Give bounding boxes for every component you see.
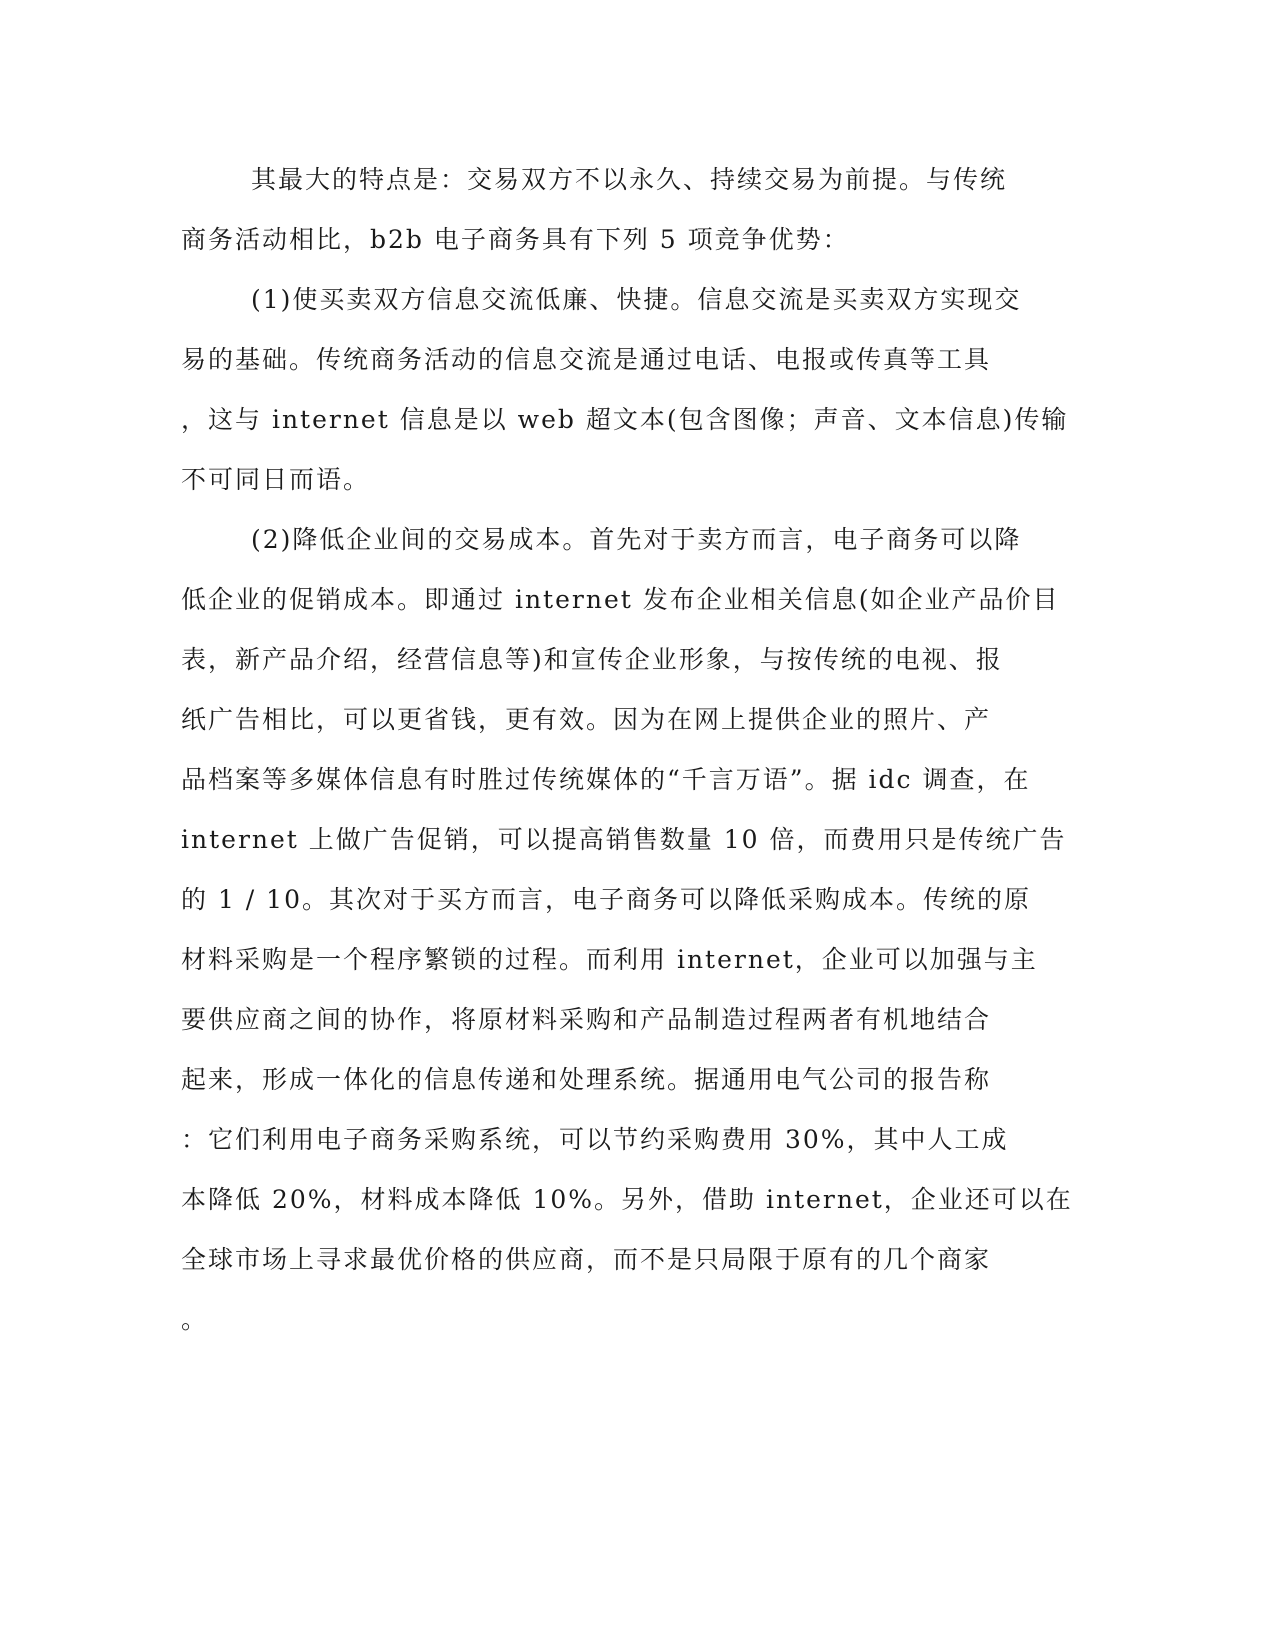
- paragraph-3-line-8: 材料采购是一个程序繁锁的过程。而利用 internet，企业可以加强与主: [181, 945, 1038, 974]
- document-body: [181, 150, 1073, 1350]
- paragraph-3-line-3: 表，新产品介绍，经营信息等)和宣传企业形象，与按传统的电视、报: [181, 645, 1003, 674]
- paragraph-3-line-1: (2)降低企业间的交易成本。首先对于卖方而言，电子商务可以降: [251, 525, 1022, 554]
- paragraph-3-line-12: 本降低 20%，材料成本降低 10%。另外，借助 internet，企业还可以在: [181, 1185, 1073, 1214]
- paragraph-1-line-1: 其最大的特点是：交易双方不以永久、持续交易为前提。与传统: [251, 165, 1008, 194]
- paragraph-2-line-4: 不可同日而语。: [181, 465, 371, 494]
- paragraph-3-line-7: 的 1 / 10。其次对于买方而言，电子商务可以降低采购成本。传统的原: [181, 885, 1031, 914]
- paragraph-3-line-13: 全球市场上寻求最优价格的供应商，而不是只局限于原有的几个商家: [181, 1245, 992, 1274]
- paragraph-3-line-9: 要供应商之间的协作，将原材料采购和产品制造过程两者有机地结合: [181, 1005, 992, 1034]
- paragraph-2-line-3: ，这与 internet 信息是以 web 超文本(包含图像；声音、文本信息)传输: [181, 405, 1069, 434]
- paragraph-3-line-2: 低企业的促销成本。即通过 internet 发布企业相关信息(如企业产品价目: [181, 585, 1060, 614]
- paragraph-1-line-2: 商务活动相比，b2b 电子商务具有下列 5 项竞争优势：: [181, 225, 850, 254]
- paragraph-3-line-6: internet 上做广告促销，可以提高销售数量 10 倍，而费用只是传统广告: [181, 825, 1067, 854]
- paragraph-3-line-11: ：它们利用电子商务采购系统，可以节约采购费用 30%，其中人工成: [181, 1125, 1009, 1154]
- paragraph-3-line-4: 纸广告相比，可以更省钱，更有效。因为在网上提供企业的照片、产: [181, 705, 992, 734]
- paragraph-2-line-2: 易的基础。传统商务活动的信息交流是通过电话、电报或传真等工具: [181, 345, 992, 374]
- paragraph-2-line-1: (1)使买卖双方信息交流低廉、快捷。信息交流是买卖双方实现交: [251, 285, 1022, 314]
- paragraph-3-line-5: 品档案等多媒体信息有时胜过传统媒体的“千言万语”。据 idc 调查，在: [181, 765, 1031, 794]
- paragraph-3-line-14: 。: [181, 1305, 209, 1334]
- paragraph-3-line-10: 起来，形成一体化的信息传递和处理系统。据通用电气公司的报告称: [181, 1065, 992, 1094]
